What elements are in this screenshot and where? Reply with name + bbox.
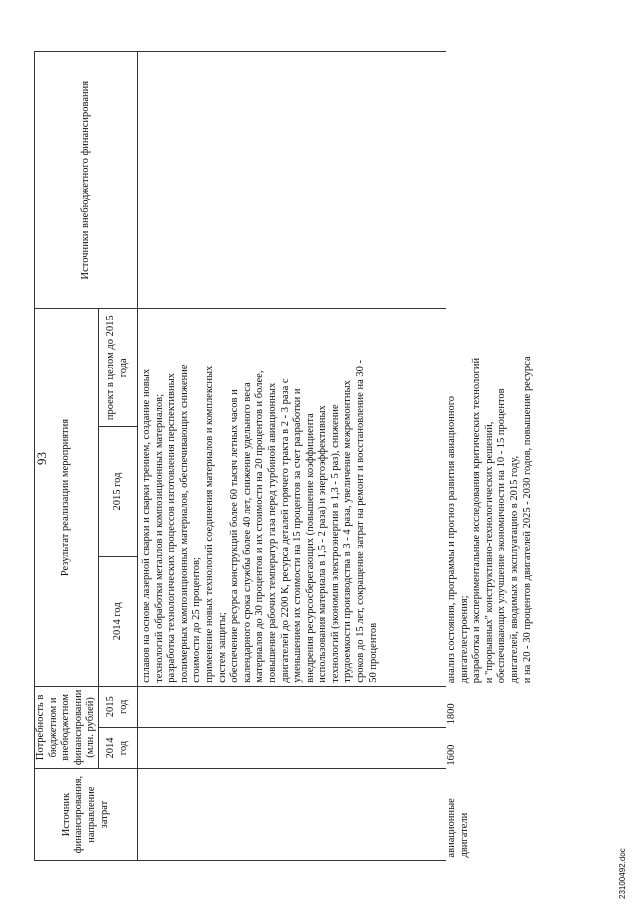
header-need-2015: 2015 год — [98, 686, 137, 727]
header-result: Результат реализации мероприятия — [35, 309, 99, 686]
header-extra-sources: Источники внебюджетного финансирования — [35, 52, 138, 309]
engines-need-2014: 1600 — [445, 744, 457, 766]
funding-table — [34, 51, 534, 861]
header-need: Потребность в бюджетном и внебюджетном финансировании (млн. рублей) — [35, 686, 99, 768]
header-source: Источник финансирования, направление затрат — [35, 769, 138, 861]
engines-source: авиационные двигатели — [445, 798, 470, 858]
page-number: 93 — [34, 452, 49, 465]
header-result-2015: 2015 год — [98, 427, 137, 557]
table-row-materials — [137, 52, 446, 861]
table-row-engines — [446, 52, 534, 861]
header-result-total: проект в целом до 2015 года — [98, 309, 137, 427]
header-need-2014: 2014 год — [98, 727, 137, 768]
engines-need-2015: 1800 — [445, 703, 457, 725]
document-id: 23100492.doc — [618, 848, 627, 899]
result-text-engines: анализ состояния, программы и прогноз развития авиационного двигателестроения; разработка и экспериментальные исследования критических технологий и "прорывных" конструктивно-технологических решений, обеспечивающих улучшение экономичности на 10 - 15 процентов двигателей, вводимых в эксплуатацию в 2015 году, и на 20 - 30 процентов двигателей 2025 - 2030 годов, повышение ресурса — [445, 356, 533, 684]
header-result-2014: 2014 год — [98, 556, 137, 686]
result-text-materials: сплавов на основе лазерной сварки и сварки трением, создание новых технологий обработки металлов и композиционных материалов; разработка технологических процессов изготовления перспективных полимерных композиционных материалов, обеспечивающих снижение стоимости до 25 процентов; применение новых технологий соединения материалов и комплексных систем защиты; обеспечение ресурса конструкций более 60 тысяч летных часов и календарного срока службы более 40 лет, снижение удельного веса материалов до 30 процентов и их стоимости на 20 процентов и более, повышение рабочих температур газа перед турбиной авиационных двигателей до 2200 К, ресурса деталей горячего тракта в 2 - 3 раза с уменьшением их стоимости на 15 процентов за счет разработки и внедрения ресурсосберегающих (повышение коэффициента использования материала в 1,5 - 2 раза) и энергоэффективных технологий (экономия электроэнергии в 1,3 - 5 раз), снижение трудоемкости производства в 3 - 4 раза, увеличение межремонтных сроков до 15 лет, сокращение затрат на ремонт и восстановление на 30 - 50 процентов — [137, 309, 446, 686]
